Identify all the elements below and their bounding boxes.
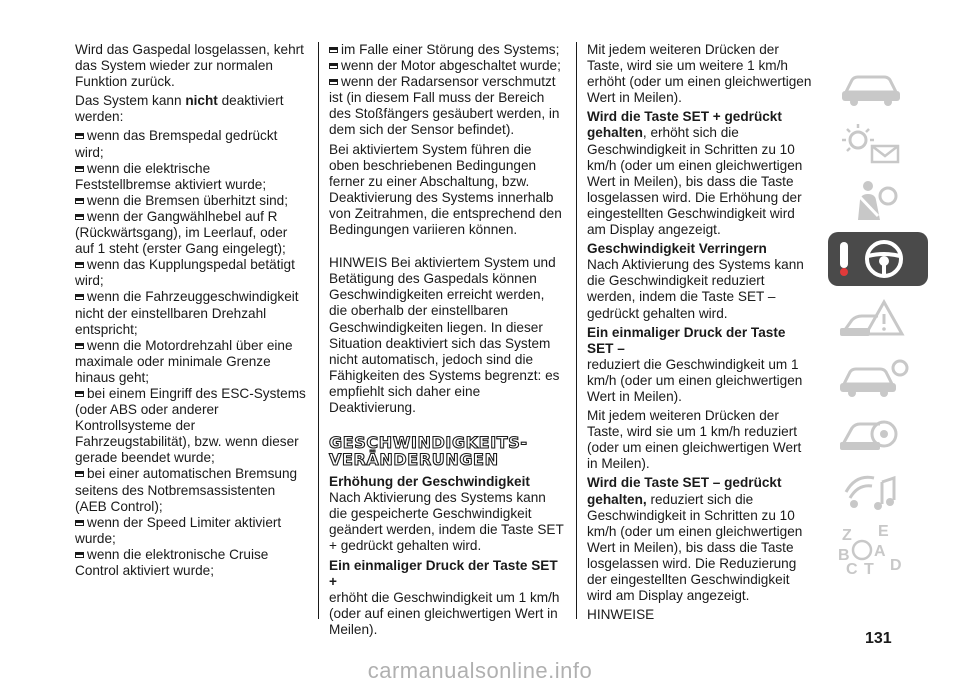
subheading: Geschwindigkeit Verringern [587,241,767,257]
bullet-icon [75,198,84,204]
list-item-text: wenn das Kupplungspedal betätigt wird; [75,257,295,289]
chapter-tab-warning-lights[interactable] [828,116,928,170]
index-letter: E [878,523,889,540]
list-item-text: im Falle einer Störung des Systems; [341,42,560,57]
bullet-icon [75,391,84,397]
paragraph [587,475,815,604]
section-title-line: VERÄNDERUNGEN [329,450,499,470]
text: deaktiviert werden: [75,93,284,125]
chapter-tab-car[interactable] [828,58,928,112]
bullet-icon [329,47,338,53]
subheading: Ein einmaliger Druck der Taste SET – [587,324,786,356]
column-left [75,42,307,579]
list-item-text: bei einem Eingriff des ESC-Systems (oder ABS oder anderer Kontrollsysteme der Fahrzeugstabilität), bzw. wenn dieser gerade beendet wurde; [75,385,306,466]
bullet-icon [75,166,84,172]
section-title-line: GESCHWINDIGKEITS- [329,433,528,453]
maintenance-car-icon [828,348,928,402]
list-item [75,161,307,193]
chapter-tab-maintenance[interactable] [828,348,928,402]
list-item-text: wenn der Gangwählhebel auf R (Rückwärtsgang), im Leerlauf, oder auf 1 steht (erster Gang eingelegt); [75,208,288,257]
index-letter: D [890,557,902,574]
seatbelt-airbag-icon [828,174,928,228]
subheading: Erhöhung der Geschwindigkeit [329,474,530,490]
index-letter: C [846,561,858,576]
note-paragraph: HINWEIS Bei aktiviertem System und Betätigung des Gaspedals können Geschwindigkeiten erreicht werden, die oberhalb der einstellbaren Geschwindigkeiten liegen. In dieser Situation deaktiviert sich das System nicht automatisch, jedoch sind die Fähigkeiten des Systems begrenzt: es empfiehlt sich daher eine Deaktivierung. [329,255,560,415]
list-item [75,466,307,514]
list-item [75,209,307,257]
bullet-icon [75,262,84,268]
index-letter: B [838,547,850,564]
chapter-sidebar [828,58,928,580]
chapter-tab-driving[interactable] [828,232,928,286]
column-middle [329,42,565,641]
multimedia-icon [828,464,928,518]
bullet-list [75,128,307,579]
list-item [329,42,565,58]
alphabet-index-icon [828,522,928,576]
bold-text: Wird die Taste SET + gedrückt gehalten [587,109,782,141]
list-item [75,386,307,466]
paragraph [75,93,307,125]
chapter-tab-index[interactable] [828,522,928,576]
bullet-icon [329,63,338,69]
bold-text: nicht [185,93,218,109]
list-item-text: wenn die elektronische Cruise Control aktiviert wurde; [75,546,269,578]
index-letter: A [874,543,886,560]
chapter-tab-safety[interactable] [828,174,928,228]
paragraph: HINWEISE [587,607,655,623]
list-item-text: bei einer automatischen Bremsung seitens des Notbremsassistenten (AEB Control); [75,466,298,514]
paragraph: Wird das Gaspedal losgelassen, kehrt das System wieder zur normalen Funktion zurück. [75,42,304,90]
list-item [329,58,565,74]
page-number: 131 [865,630,892,647]
paragraph: erhöht die Geschwindigkeit um 1 km/h (oder auf einen gleichwertigen Wert in Meilen). [329,589,560,637]
steering-wheel-key-icon [828,232,928,286]
chapter-tab-emergency[interactable] [828,290,928,344]
list-item [75,193,307,209]
paragraph [587,109,815,238]
bullet-list [329,42,565,139]
emergency-triangle-icon [828,290,928,344]
paragraph: Bei aktiviertem System führen die oben beschriebenen Bedingungen ferner zu einer Abschaltung, bzw. Deaktivierung des Systems innerhalb von Zeitrahmen, die entsprechend den Bedingungen variieren können. [329,141,562,238]
section-title [329,434,565,468]
list-item [75,515,307,547]
index-letter: Z [842,527,852,544]
watermark: carmanualsonline.info [367,658,593,683]
text: reduziert sich die Geschwindigkeit in Schritten zu 10 km/h (oder um einen gleichwertigen Wert in Meilen), bis dass die Taste losgelassen wird. Die Reduzierung der eingestellten Geschwindigkeit wird am Display angezeigt. [587,491,803,604]
chapter-tab-multimedia[interactable] [828,464,928,518]
text: Das System kann [75,93,186,109]
column-divider [318,42,319,619]
column-right [587,42,815,626]
text: , erhöht sich die Geschwindigkeit in Schritten zu 10 km/h (oder um einen gleichwertigen Wert in Meilen), bis dass die Taste losgelassen wird. Die Erhöhung der eingestellten Geschwindigkeit wird am Display angezeigt. [587,125,803,238]
paragraph: Nach Aktivierung des Systems kann die gespeicherte Geschwindigkeit geändert werden, indem die Taste SET + gedrückt gehalten wird. [329,490,564,554]
list-item-text: wenn das Bremspedal gedrückt wird; [75,128,278,160]
list-item [75,547,307,579]
list-item-text: wenn der Radarsensor verschmutzt ist (in diesem Fall muss der Bereich des Stoßfängers gesäubert werden, in dem sich der Sensor befindet). [329,74,560,138]
chapter-tab-specifications[interactable] [828,406,928,460]
subheading: Ein einmaliger Druck der Taste SET + [329,557,558,589]
bullet-icon [329,79,338,85]
list-item [329,74,565,138]
bullet-icon [75,343,84,349]
warning-lights-icon [828,116,928,170]
column-divider [576,42,577,619]
paragraph: reduziert die Geschwindigkeit um 1 km/h (oder um einen gleichwertigen Wert in Meilen). [587,356,803,404]
list-item [75,128,307,160]
bullet-icon [75,214,84,220]
list-item [75,257,307,289]
list-item-text: wenn die elektrische Feststellbremse aktiviert wurde; [75,160,267,192]
car-icon [828,58,928,112]
paragraph: Nach Aktivierung des Systems kann die Geschwindigkeit reduziert werden, indem die Taste SET – gedrückt gehalten wird. [587,257,804,321]
list-item-text: wenn die Motordrehzahl über eine maximale oder minimale Grenze hinaus geht; [75,337,293,385]
list-item-text: wenn die Fahrzeuggeschwindigkeit nicht der einstellbaren Drehzahl entspricht; [75,289,299,337]
bold-text: Wird die Taste SET – gedrückt gehalten, [587,475,782,507]
list-item [75,338,307,386]
paragraph: Mit jedem weiteren Drücken der Taste, wird sie um weitere 1 km/h erhöht (oder um einen gleichwertigen Wert in Meilen). [587,42,812,106]
paragraph: Mit jedem weiteren Drücken der Taste, wird sie um 1 km/h reduziert (oder um einen gleichwertigen Wert in Meilen). [587,408,802,472]
list-item-text: wenn die Bremsen überhitzt sind; [87,192,288,208]
specifications-icon [828,406,928,460]
list-item-text: wenn der Speed Limiter aktiviert wurde; [75,514,282,546]
bullet-icon [75,133,84,139]
list-item-text: wenn der Motor abgeschaltet wurde; [341,58,561,74]
bullet-icon [75,520,84,526]
index-letter: T [864,561,874,576]
bullet-icon [75,471,84,477]
bullet-icon [75,294,84,300]
bullet-icon [75,552,84,558]
list-item [75,289,307,337]
